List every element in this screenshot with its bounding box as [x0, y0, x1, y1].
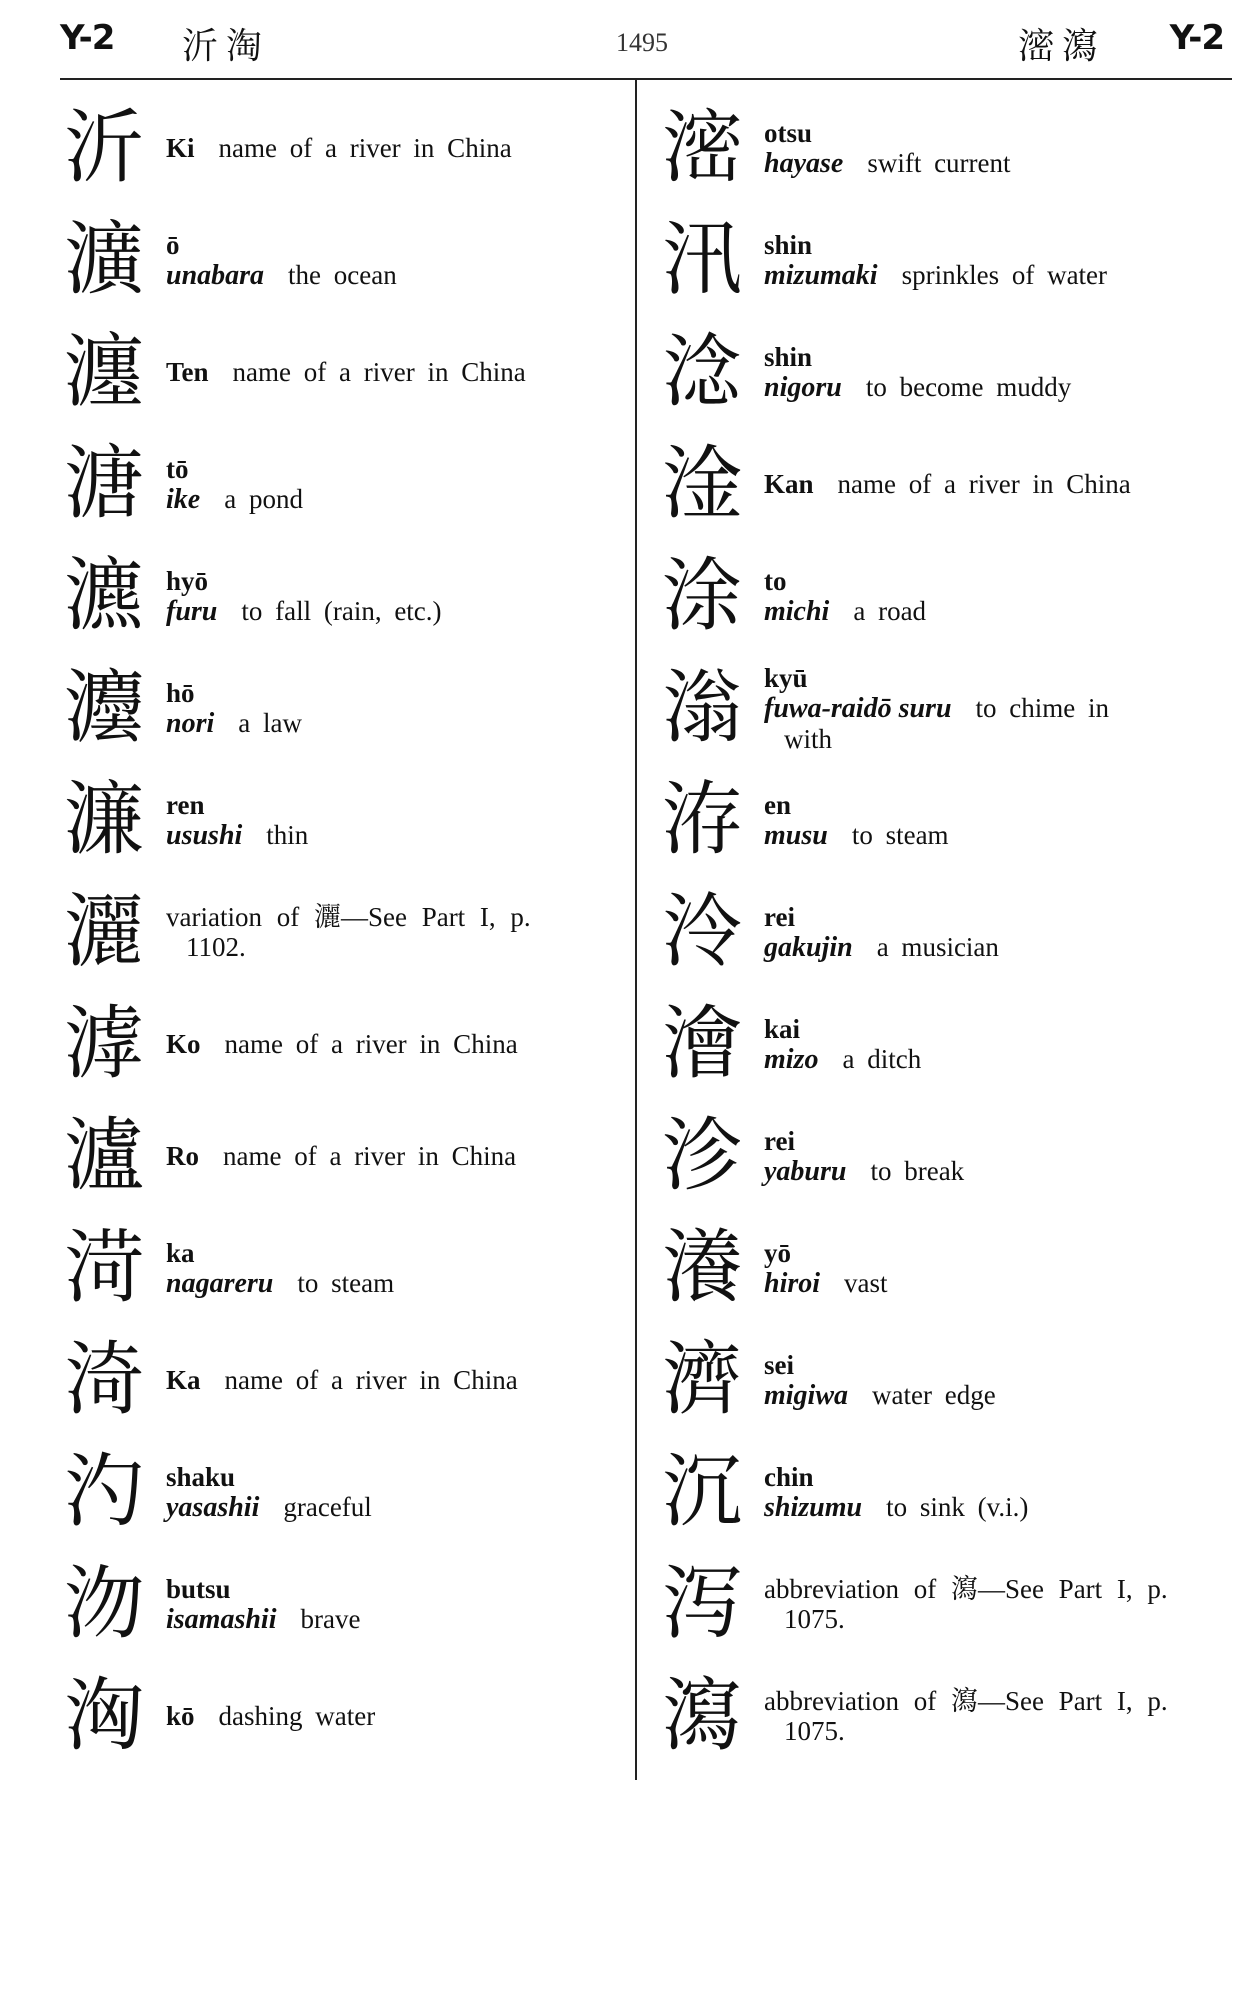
- entry-body: [152, 357, 526, 387]
- entry-kanji: 沉: [662, 1445, 742, 1538]
- english-meaning: name of a river in China: [232, 357, 526, 387]
- entry-body: [750, 902, 999, 963]
- dictionary-entry: [56, 204, 621, 316]
- on-reading: kō: [166, 1701, 195, 1731]
- entry-kanji: 洊: [662, 773, 742, 866]
- japanese-reading: hayase: [764, 147, 844, 179]
- english-meaning: brave: [300, 1603, 361, 1634]
- entry-kanji: 瀌: [64, 549, 144, 642]
- entry-body: [750, 1014, 921, 1075]
- dictionary-entry: [654, 652, 1234, 764]
- english-meaning: water edge: [872, 1379, 996, 1410]
- on-reading: hō: [166, 677, 195, 708]
- japanese-reading: nigoru: [764, 371, 842, 403]
- section-code-left: Y-2: [60, 18, 115, 58]
- dictionary-entry: [56, 988, 621, 1100]
- english-meaning: to break: [870, 1155, 965, 1186]
- japanese-reading: unabara: [166, 259, 265, 291]
- on-reading: ren: [166, 789, 205, 820]
- dictionary-entry: [654, 1660, 1234, 1772]
- entry-body: [750, 118, 1011, 179]
- entry-body: [152, 1365, 518, 1395]
- definition-line: [166, 1141, 516, 1171]
- english-meaning: a musician: [876, 931, 999, 962]
- header-kanji-right: 滵瀉: [1017, 26, 1106, 67]
- japanese-reading: yaburu: [764, 1155, 847, 1187]
- dictionary-entry: [654, 92, 1234, 204]
- right-column: [654, 92, 1234, 1772]
- definition-line: [764, 1156, 964, 1187]
- on-reading: rei: [764, 901, 795, 932]
- definition-line: [764, 1492, 1028, 1523]
- entry-body: [750, 790, 949, 851]
- cross-reference-page: 1075.: [784, 1604, 845, 1634]
- english-meaning: a pond: [224, 483, 303, 514]
- dictionary-entry: [56, 92, 621, 204]
- definition-line: [166, 1701, 375, 1731]
- entry-kanji: 渮: [64, 1221, 144, 1314]
- entry-body: [750, 1350, 996, 1411]
- definition-line: [764, 932, 999, 963]
- reading-line: [166, 454, 303, 484]
- english-meaning: a road: [853, 595, 927, 626]
- entry-body: [152, 1141, 516, 1171]
- entry-kanji: 淰: [662, 325, 742, 418]
- on-reading: kai: [764, 1013, 801, 1044]
- entry-body: [152, 1462, 372, 1523]
- reading-line: [764, 118, 1011, 148]
- cross-reference-text: variation of 灑—See Part I, p.: [166, 902, 531, 932]
- reading-line: [764, 1462, 1028, 1492]
- english-meaning: to fall (rain, etc.): [241, 595, 442, 626]
- dictionary-entry: [56, 1660, 621, 1772]
- on-reading: tō: [166, 453, 189, 484]
- entry-kanji: 滃: [662, 661, 742, 754]
- reading-line: [166, 790, 308, 820]
- definition-line: [166, 596, 442, 627]
- dictionary-entry: [56, 1100, 621, 1212]
- on-reading: Ro: [166, 1141, 199, 1171]
- japanese-reading: shizumu: [764, 1491, 863, 1523]
- english-meaning: to steam: [297, 1267, 395, 1298]
- entry-kanji: 渏: [64, 1333, 144, 1426]
- entry-kanji: 瀍: [64, 325, 144, 418]
- entry-kanji: 涂: [662, 549, 742, 642]
- english-meaning: to sink (v.i.): [886, 1491, 1029, 1522]
- entry-kanji: 瀁: [662, 1221, 742, 1314]
- reading-line: [166, 566, 442, 596]
- on-reading: Kan: [764, 469, 814, 499]
- english-meaning: a ditch: [842, 1043, 922, 1074]
- entry-body: [152, 454, 303, 515]
- on-reading: Ka: [166, 1365, 201, 1395]
- entry-kanji: 汛: [662, 213, 742, 306]
- definition-line: [764, 1380, 996, 1411]
- entry-body: [152, 230, 397, 291]
- cross-reference-text: abbreviation of 瀉—See Part I, p.: [764, 1686, 1168, 1716]
- on-reading: sei: [764, 1349, 794, 1380]
- entry-kanji: 澮: [662, 997, 742, 1090]
- entry-kanji: 瀉: [662, 1669, 742, 1762]
- dictionary-entry: [56, 1324, 621, 1436]
- entry-kanji: 滵: [662, 101, 742, 194]
- dictionary-entry: [56, 1548, 621, 1660]
- entry-body: [152, 566, 442, 627]
- entry-kanji: 洶: [64, 1669, 144, 1762]
- reading-line: [764, 902, 999, 932]
- entry-body: [750, 663, 1109, 754]
- japanese-reading: ike: [166, 483, 201, 515]
- reading-line: [166, 678, 302, 708]
- entry-kanji: 滹: [64, 997, 144, 1090]
- definition-line: [166, 1604, 360, 1635]
- english-meaning: a law: [238, 707, 302, 738]
- header-rule: [60, 78, 1232, 80]
- cross-reference-page: 1102.: [186, 932, 246, 962]
- dictionary-entry: [654, 764, 1234, 876]
- on-reading: rei: [764, 1125, 795, 1156]
- cross-reference-text: abbreviation of 瀉—See Part I, p.: [764, 1574, 1168, 1604]
- english-meaning: to steam: [851, 819, 949, 850]
- reading-line: [166, 1574, 360, 1604]
- on-reading: yō: [764, 1237, 791, 1268]
- english-meaning: sprinkles of water: [901, 259, 1108, 290]
- entry-kanji: 沴: [662, 1109, 742, 1202]
- entry-kanji: 泠: [662, 885, 742, 978]
- entry-body: [152, 1701, 375, 1731]
- entry-body: [750, 1574, 1168, 1634]
- column-divider: [635, 80, 637, 1780]
- definition-line: [166, 1268, 394, 1299]
- japanese-reading: michi: [764, 595, 830, 627]
- definition-line: [166, 1365, 518, 1395]
- japanese-reading: migiwa: [764, 1379, 849, 1411]
- japanese-reading: gakujin: [764, 931, 853, 963]
- definition-line: [166, 357, 526, 387]
- japanese-reading: nori: [166, 707, 215, 739]
- dictionary-entry: [654, 988, 1234, 1100]
- japanese-reading: isamashii: [166, 1603, 277, 1635]
- entry-body: [152, 678, 302, 739]
- on-reading: ka: [166, 1237, 195, 1268]
- left-column: [56, 92, 621, 1772]
- definition-line: [764, 820, 949, 851]
- on-reading: shin: [764, 229, 813, 260]
- entry-kanji: 汋: [64, 1445, 144, 1538]
- on-reading: ō: [166, 229, 180, 260]
- english-meaning: vast: [844, 1267, 888, 1298]
- japanese-reading: musu: [764, 819, 828, 851]
- entry-body: [750, 469, 1131, 499]
- reading-line: [166, 230, 397, 260]
- japanese-reading: furu: [166, 595, 218, 627]
- reading-line: [764, 342, 1071, 372]
- dictionary-entry: [654, 1324, 1234, 1436]
- on-reading: hyō: [166, 565, 209, 596]
- entry-body: [750, 342, 1071, 403]
- on-reading: en: [764, 789, 791, 820]
- dictionary-entry: [56, 1436, 621, 1548]
- definition-line: [764, 148, 1011, 179]
- japanese-reading: nagareru: [166, 1267, 274, 1299]
- on-reading: Ki: [166, 133, 195, 163]
- definition-line: [764, 469, 1131, 499]
- entry-body: [750, 1686, 1168, 1746]
- entry-kanji: 瀘: [64, 1109, 144, 1202]
- dictionary-entry: [654, 1100, 1234, 1212]
- entry-kanji: 淦: [662, 437, 742, 530]
- dictionary-entry: [56, 764, 621, 876]
- reading-line: [764, 1238, 888, 1268]
- dictionary-entry: [654, 204, 1234, 316]
- dictionary-entry: [56, 876, 621, 988]
- on-reading: otsu: [764, 117, 813, 148]
- english-meaning: graceful: [283, 1491, 372, 1522]
- entry-body: [152, 1574, 360, 1635]
- definition-line: [166, 708, 302, 739]
- japanese-reading: mizo: [764, 1043, 819, 1075]
- on-reading: shin: [764, 341, 813, 372]
- entry-body: [152, 902, 531, 962]
- definition-line: [764, 1044, 921, 1075]
- english-meaning-continued: with: [784, 723, 833, 754]
- english-meaning: the ocean: [288, 259, 397, 290]
- entry-body: [750, 1238, 888, 1299]
- on-reading: to: [764, 565, 787, 596]
- dictionary-entry: [56, 1212, 621, 1324]
- entry-kanji: 瀇: [64, 213, 144, 306]
- english-meaning: thin: [266, 819, 309, 850]
- entry-body: [750, 566, 926, 627]
- dictionary-entry: [654, 876, 1234, 988]
- section-code-right: Y-2: [1169, 18, 1224, 58]
- reading-line: [166, 1238, 394, 1268]
- english-meaning: name of a river in China: [223, 1141, 517, 1171]
- reading-line: [764, 1350, 996, 1380]
- entry-body: [152, 1238, 394, 1299]
- entry-kanji: 沂: [64, 101, 144, 194]
- definition-line: [764, 693, 1109, 724]
- reading-line: [764, 790, 949, 820]
- entry-kanji: 溏: [64, 437, 144, 530]
- japanese-reading: mizumaki: [764, 259, 878, 291]
- english-meaning: to become muddy: [865, 371, 1072, 402]
- entry-body: [750, 1126, 964, 1187]
- cross-reference-page: 1075.: [784, 1716, 845, 1746]
- on-reading: chin: [764, 1461, 814, 1492]
- entry-body: [750, 230, 1107, 291]
- entry-kanji: 沕: [64, 1557, 144, 1650]
- entry-kanji: 灋: [64, 661, 144, 754]
- english-meaning: name of a river in China: [224, 1029, 518, 1059]
- definition-line: [764, 596, 926, 627]
- reading-line: [764, 1126, 964, 1156]
- dictionary-entry: [56, 316, 621, 428]
- dictionary-entry: [56, 428, 621, 540]
- dictionary-entry: [654, 1548, 1234, 1660]
- english-meaning: name of a river in China: [218, 133, 512, 163]
- reading-line: [764, 566, 926, 596]
- english-meaning: name of a river in China: [837, 469, 1131, 499]
- japanese-reading: usushi: [166, 819, 243, 851]
- reading-line: [764, 663, 1109, 693]
- dictionary-entry: [56, 652, 621, 764]
- dictionary-entry: [654, 1212, 1234, 1324]
- definition-line: [764, 1268, 888, 1299]
- japanese-reading: yasashii: [166, 1491, 260, 1523]
- english-meaning: name of a river in China: [224, 1365, 518, 1395]
- header-kanji-left: 沂淘: [182, 26, 271, 67]
- definition-line: [764, 372, 1071, 403]
- english-meaning: dashing water: [218, 1701, 376, 1731]
- japanese-reading: hiroi: [764, 1267, 821, 1299]
- definition-line: [166, 1029, 518, 1059]
- reading-line: [166, 1462, 372, 1492]
- on-reading: Ten: [166, 357, 209, 387]
- dictionary-entry: [654, 540, 1234, 652]
- english-meaning: to chime in: [975, 692, 1109, 723]
- english-meaning: swift current: [867, 147, 1011, 178]
- definition-line: [166, 484, 303, 515]
- japanese-reading: fuwa-raidō suru: [764, 692, 952, 724]
- definition-line: [764, 260, 1107, 291]
- page-header: [60, 18, 1224, 74]
- entry-kanji: 濂: [64, 773, 144, 866]
- entry-body: [152, 790, 308, 851]
- on-reading: kyū: [764, 662, 808, 693]
- on-reading: shaku: [166, 1461, 236, 1492]
- definition-line: [166, 133, 512, 163]
- on-reading: butsu: [166, 1573, 231, 1604]
- entry-body: [152, 133, 512, 163]
- dictionary-entry: [654, 428, 1234, 540]
- entry-kanji: 泻: [662, 1557, 742, 1650]
- entry-kanji: 灑: [64, 885, 144, 978]
- on-reading: Ko: [166, 1029, 201, 1059]
- definition-line: [166, 260, 397, 291]
- entry-kanji: 濟: [662, 1333, 742, 1426]
- dictionary-entry: [654, 316, 1234, 428]
- reading-line: [764, 230, 1107, 260]
- reading-line: [764, 1014, 921, 1044]
- entry-body: [152, 1029, 518, 1059]
- definition-line: [166, 820, 308, 851]
- page-number: 1495: [616, 28, 668, 57]
- definition-line: [166, 1492, 372, 1523]
- dictionary-entry: [654, 1436, 1234, 1548]
- dictionary-entry: [56, 540, 621, 652]
- entry-body: [750, 1462, 1028, 1523]
